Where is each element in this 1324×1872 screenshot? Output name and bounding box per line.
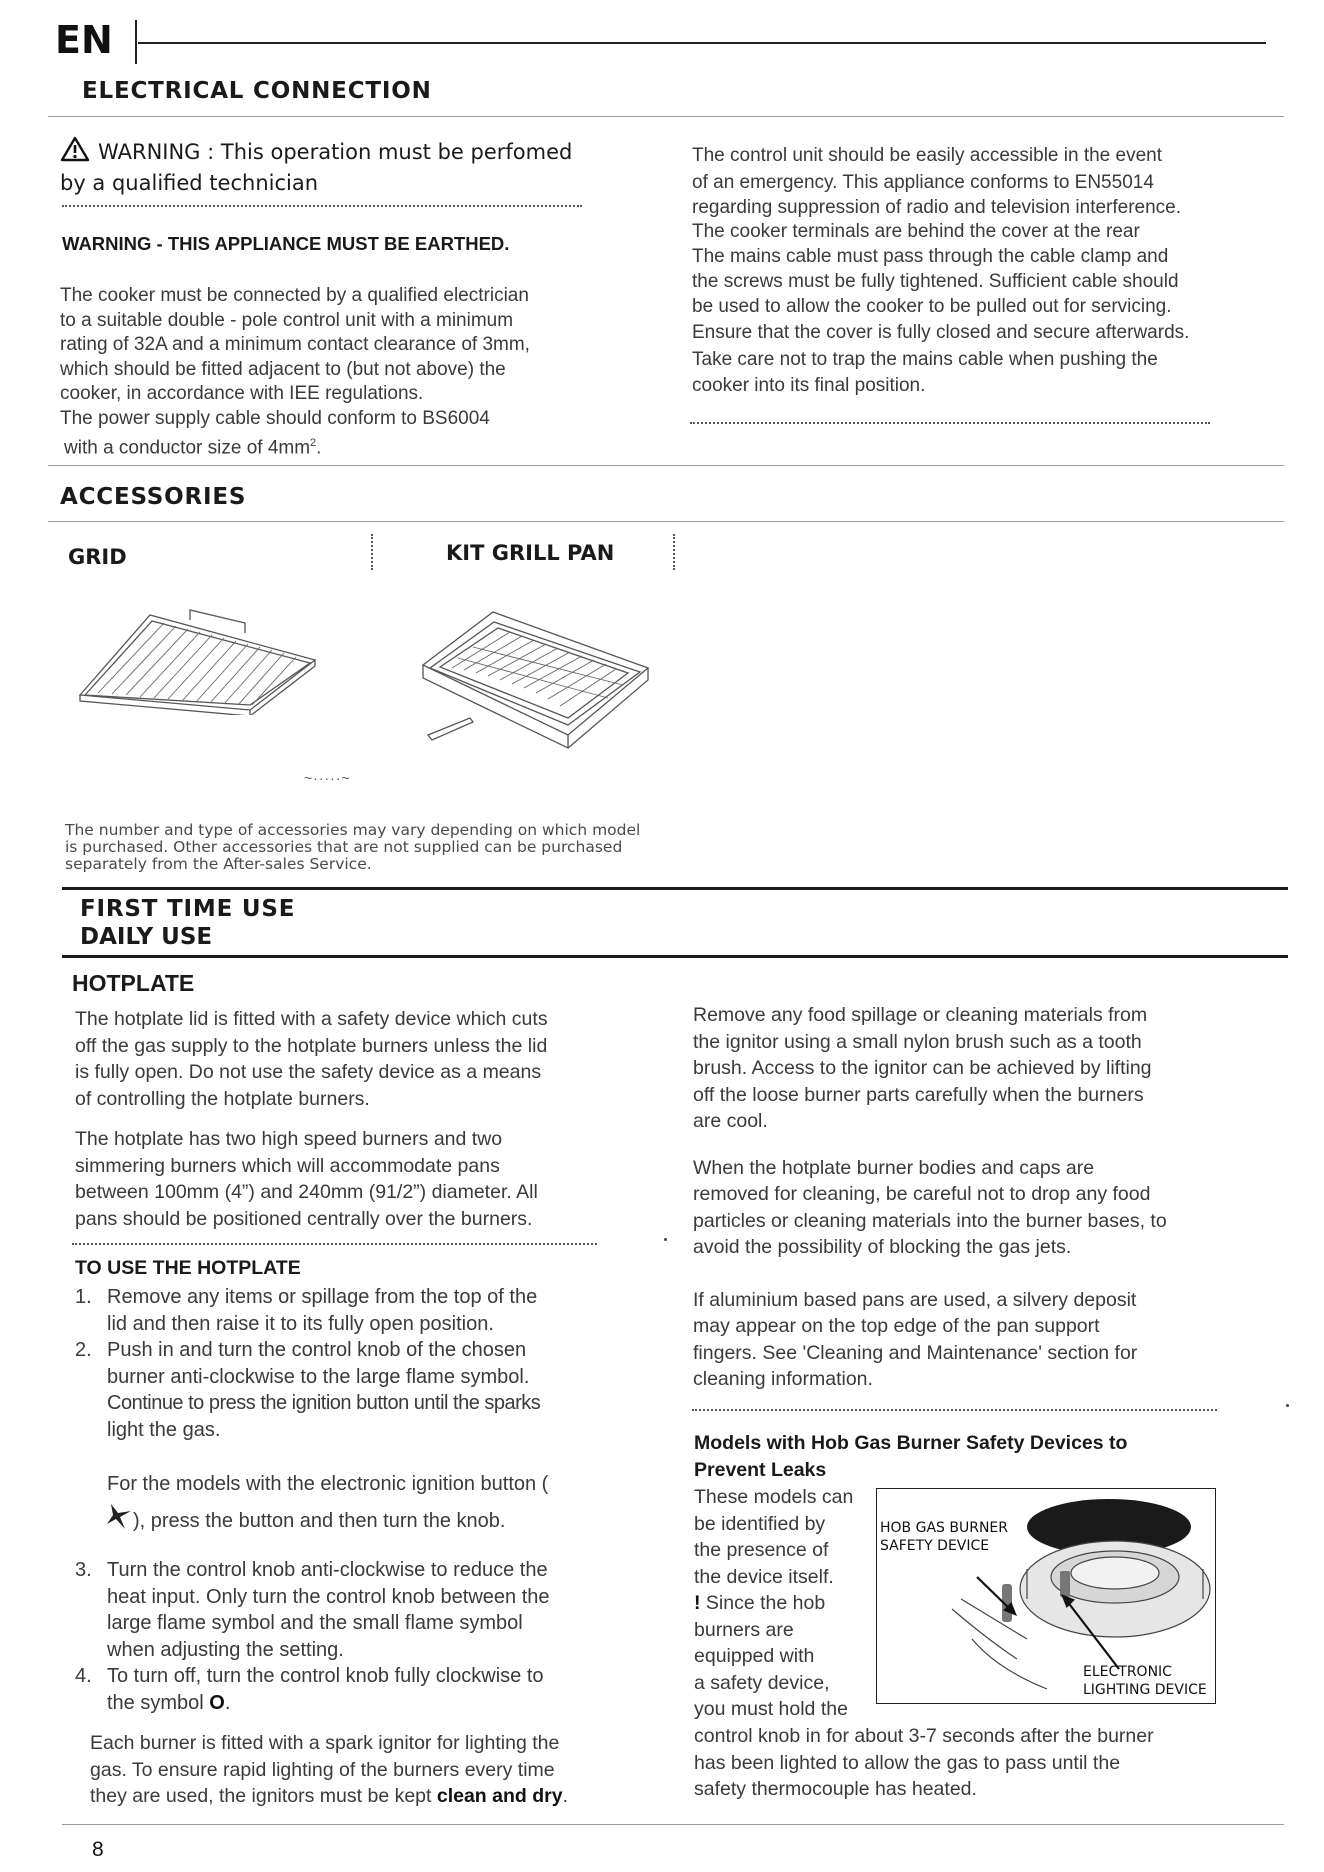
text-line: of controlling the hotplate burners. (75, 1087, 370, 1110)
text-line: The cooker terminals are behind the cover at the rear (692, 221, 1140, 242)
grid-label: GRID (68, 545, 127, 569)
off-symbol: O (209, 1691, 225, 1714)
decorative-mark: ~·····~ (304, 770, 351, 786)
header-rule (138, 42, 1266, 44)
step-4: 4. To turn off, turn the control knob fully clockwise to the symbol O. (75, 1665, 544, 1714)
text-line: equipped with (694, 1645, 815, 1667)
text-line: rating of 32A and a minimum contact clearance of 3mm, (60, 334, 530, 355)
text-line: off the loose burner parts carefully when the burners (693, 1083, 1144, 1106)
section-title-daily-use: DAILY USE (80, 924, 213, 950)
electrical-left-text (60, 284, 620, 461)
section-title-electrical: ELECTRICAL CONNECTION (82, 78, 432, 104)
text-line: simmering burners which will accommodate pans (75, 1154, 500, 1177)
text-line: safety thermocouple has heated. (694, 1778, 977, 1800)
text-line: to a suitable double - pole control unit with a minimum (60, 309, 514, 331)
text-line: control knob in for about 3-7 seconds after the burner (694, 1725, 1154, 1747)
kit-grill-pan-label: KIT GRILL PAN (446, 541, 615, 565)
header-divider-vertical (135, 20, 137, 64)
text-line: The hotplate has two high speed burners and two (75, 1128, 503, 1150)
text-line: they are used, the ignitors must be kept clean and dry. (90, 1785, 568, 1807)
section-title-first-time-use: FIRST TIME USE (80, 896, 296, 922)
text-line: If aluminium based pans are used, a silvery deposit (693, 1288, 1137, 1311)
step-1: 1. Remove any items or spillage from the top of the lid and then raise it to its fully open position. (75, 1286, 538, 1335)
stray-dot (1286, 1404, 1289, 1407)
note-line: separately from the After-sales Service. (65, 855, 372, 873)
warning-line-2: by a qualified technician (60, 171, 319, 195)
heavy-rule (62, 887, 1288, 890)
note-line: The number and type of accessories may vary depending on which model (65, 821, 641, 839)
dotted-divider (371, 534, 373, 570)
warning-line-1: WARNING : This operation must be perfomed (98, 140, 573, 164)
language-code: EN (55, 18, 113, 62)
page-number: 8 (92, 1838, 104, 1861)
dotted-divider (673, 534, 675, 570)
text-line: has been lighted to allow the gas to pass until the (694, 1751, 1121, 1774)
hotplate-left-column (75, 1006, 635, 1232)
diagram-label-safety: HOB GAS BURNER SAFETY DEVICE (880, 1520, 1008, 1554)
text-line: which should be fitted adjacent to (but not above) the (60, 358, 506, 380)
text-line: Take care not to trap the mains cable when pushing the (692, 349, 1158, 370)
models-side-text (694, 1484, 879, 1723)
burner-diagram (876, 1488, 1216, 1704)
conductor-line: with a conductor size of $4mm^2$. (64, 437, 322, 459)
text-line: regarding suppression of radio and television interference. (692, 197, 1182, 218)
diagram-label-ignition: ELECTRONIC LIGHTING DEVICE (1083, 1664, 1207, 1698)
to-use-hotplate-title: TO USE THE HOTPLATE (75, 1257, 301, 1279)
text-line: the presence of (694, 1539, 829, 1561)
text-line: fingers. See 'Cleaning and Maintenance' section for (693, 1341, 1138, 1364)
hotplate-title: HOTPLATE (72, 970, 195, 996)
section-rule (48, 521, 1284, 522)
footer-rule (62, 1824, 1284, 1825)
dotted-separator (692, 1409, 1217, 1411)
text-line: brush. Access to the ignitor can be achieved by lifting (693, 1057, 1152, 1079)
hotplate-steps (75, 1284, 635, 1716)
spark-star-icon (105, 1502, 133, 1538)
step-2: 2. Push in and turn the control knob of the chosen burner anti-clockwise to the large flame symbol. Continue to press the ignition button until the sparks light the gas. For the models with the electronic ignition button ( ), press the button and then turn the knob. (75, 1337, 635, 1537)
dotted-separator (72, 1243, 597, 1245)
text-line: may appear on the top edge of the pan support (693, 1315, 1100, 1337)
text-line: is fully open. Do not use the safety device as a means (75, 1061, 542, 1083)
text-line: These models can (694, 1486, 854, 1508)
text-line: The hotplate lid is fitted with a safety device which cuts (75, 1008, 548, 1030)
heavy-rule (62, 955, 1288, 958)
earthed-warning: WARNING - THIS APPLIANCE MUST BE EARTHED. (62, 233, 510, 254)
models-bottom-text (694, 1723, 1294, 1803)
text-line: The control unit should be easily accessible in the event (692, 145, 1162, 166)
text-line: ! Since the hob (694, 1592, 826, 1614)
text-line: off the gas supply to the hotplate burners unless the lid (75, 1034, 548, 1057)
text-line: cleaning information. (693, 1368, 873, 1390)
text-line: Each burner is fitted with a spark ignitor for lighting the (90, 1732, 560, 1754)
stray-dot (664, 1238, 667, 1241)
text-line: Remove any food spillage or cleaning materials from (693, 1004, 1148, 1026)
exclamation-mark: ! (694, 1592, 701, 1614)
text-line: The cooker must be connected by a qualified electrician (60, 285, 529, 306)
dotted-separator (690, 422, 1210, 424)
text-line: be identified by (694, 1512, 826, 1535)
text-line: particles or cleaning materials into the burner bases, to (693, 1209, 1167, 1232)
text-line: a safety device, (694, 1671, 830, 1694)
text-line: removed for cleaning, be careful not to drop any food (693, 1183, 1151, 1205)
accessories-note (65, 822, 715, 873)
text-line: avoid the possibility of blocking the gas jets. (693, 1236, 1072, 1258)
grid-illustration (70, 605, 330, 720)
text-line: cooker, in accordance with IEE regulations. (60, 383, 424, 404)
text-line: Ensure that the cover is fully closed and secure afterwards. (692, 322, 1190, 343)
text-line: pans should be positioned centrally over the burners. (75, 1207, 533, 1230)
section-rule (48, 465, 1284, 466)
note-line: is purchased. Other accessories that are not supplied can be purchased (65, 838, 623, 856)
text-line: be used to allow the cooker to be pulled out for servicing. (692, 296, 1172, 317)
text-line: the device itself. (694, 1565, 834, 1588)
section-rule (48, 116, 1284, 117)
text-line: between 100mm (4”) and 240mm (91/2”) diameter. All (75, 1181, 538, 1203)
dotted-separator (62, 205, 582, 207)
text-line: The mains cable must pass through the cable clamp and (692, 246, 1169, 267)
kit-grill-pan-illustration (418, 600, 658, 755)
ignitor-paragraph (90, 1730, 650, 1810)
models-title: Models with Hob Gas Burner Safety Devices to Prevent Leaks (694, 1432, 1128, 1481)
section-title-accessories: ACCESSORIES (60, 484, 247, 510)
text-line: burners are (694, 1618, 794, 1641)
warning-triangle-icon (60, 136, 90, 169)
step-3: 3. Turn the control knob anti-clockwise to reduce the heat input. Only turn the control knob between the large flame symbol and the small flame symbol when adjusting the setting. (75, 1559, 550, 1661)
hotplate-right-column (693, 1002, 1293, 1393)
warning-block (60, 136, 620, 197)
text-line: are cool. (693, 1110, 768, 1132)
text-line: the ignitor using a small nylon brush such as a tooth (693, 1030, 1142, 1053)
superscript: 2 (310, 437, 317, 449)
text-line: gas. To ensure rapid lighting of the burners every time (90, 1758, 555, 1781)
text-line: the screws must be fully tightened. Sufficient cable should (692, 271, 1179, 292)
text-line: The power supply cable should conform to BS6004 (60, 407, 490, 429)
text-line: of an emergency. This appliance conforms to EN55014 (692, 172, 1154, 193)
text-line: When the hotplate burner bodies and caps are (693, 1156, 1095, 1179)
electrical-right-text (692, 142, 1292, 399)
text-line: you must hold the (694, 1698, 848, 1720)
text-line: cooker into its final position. (692, 375, 926, 396)
